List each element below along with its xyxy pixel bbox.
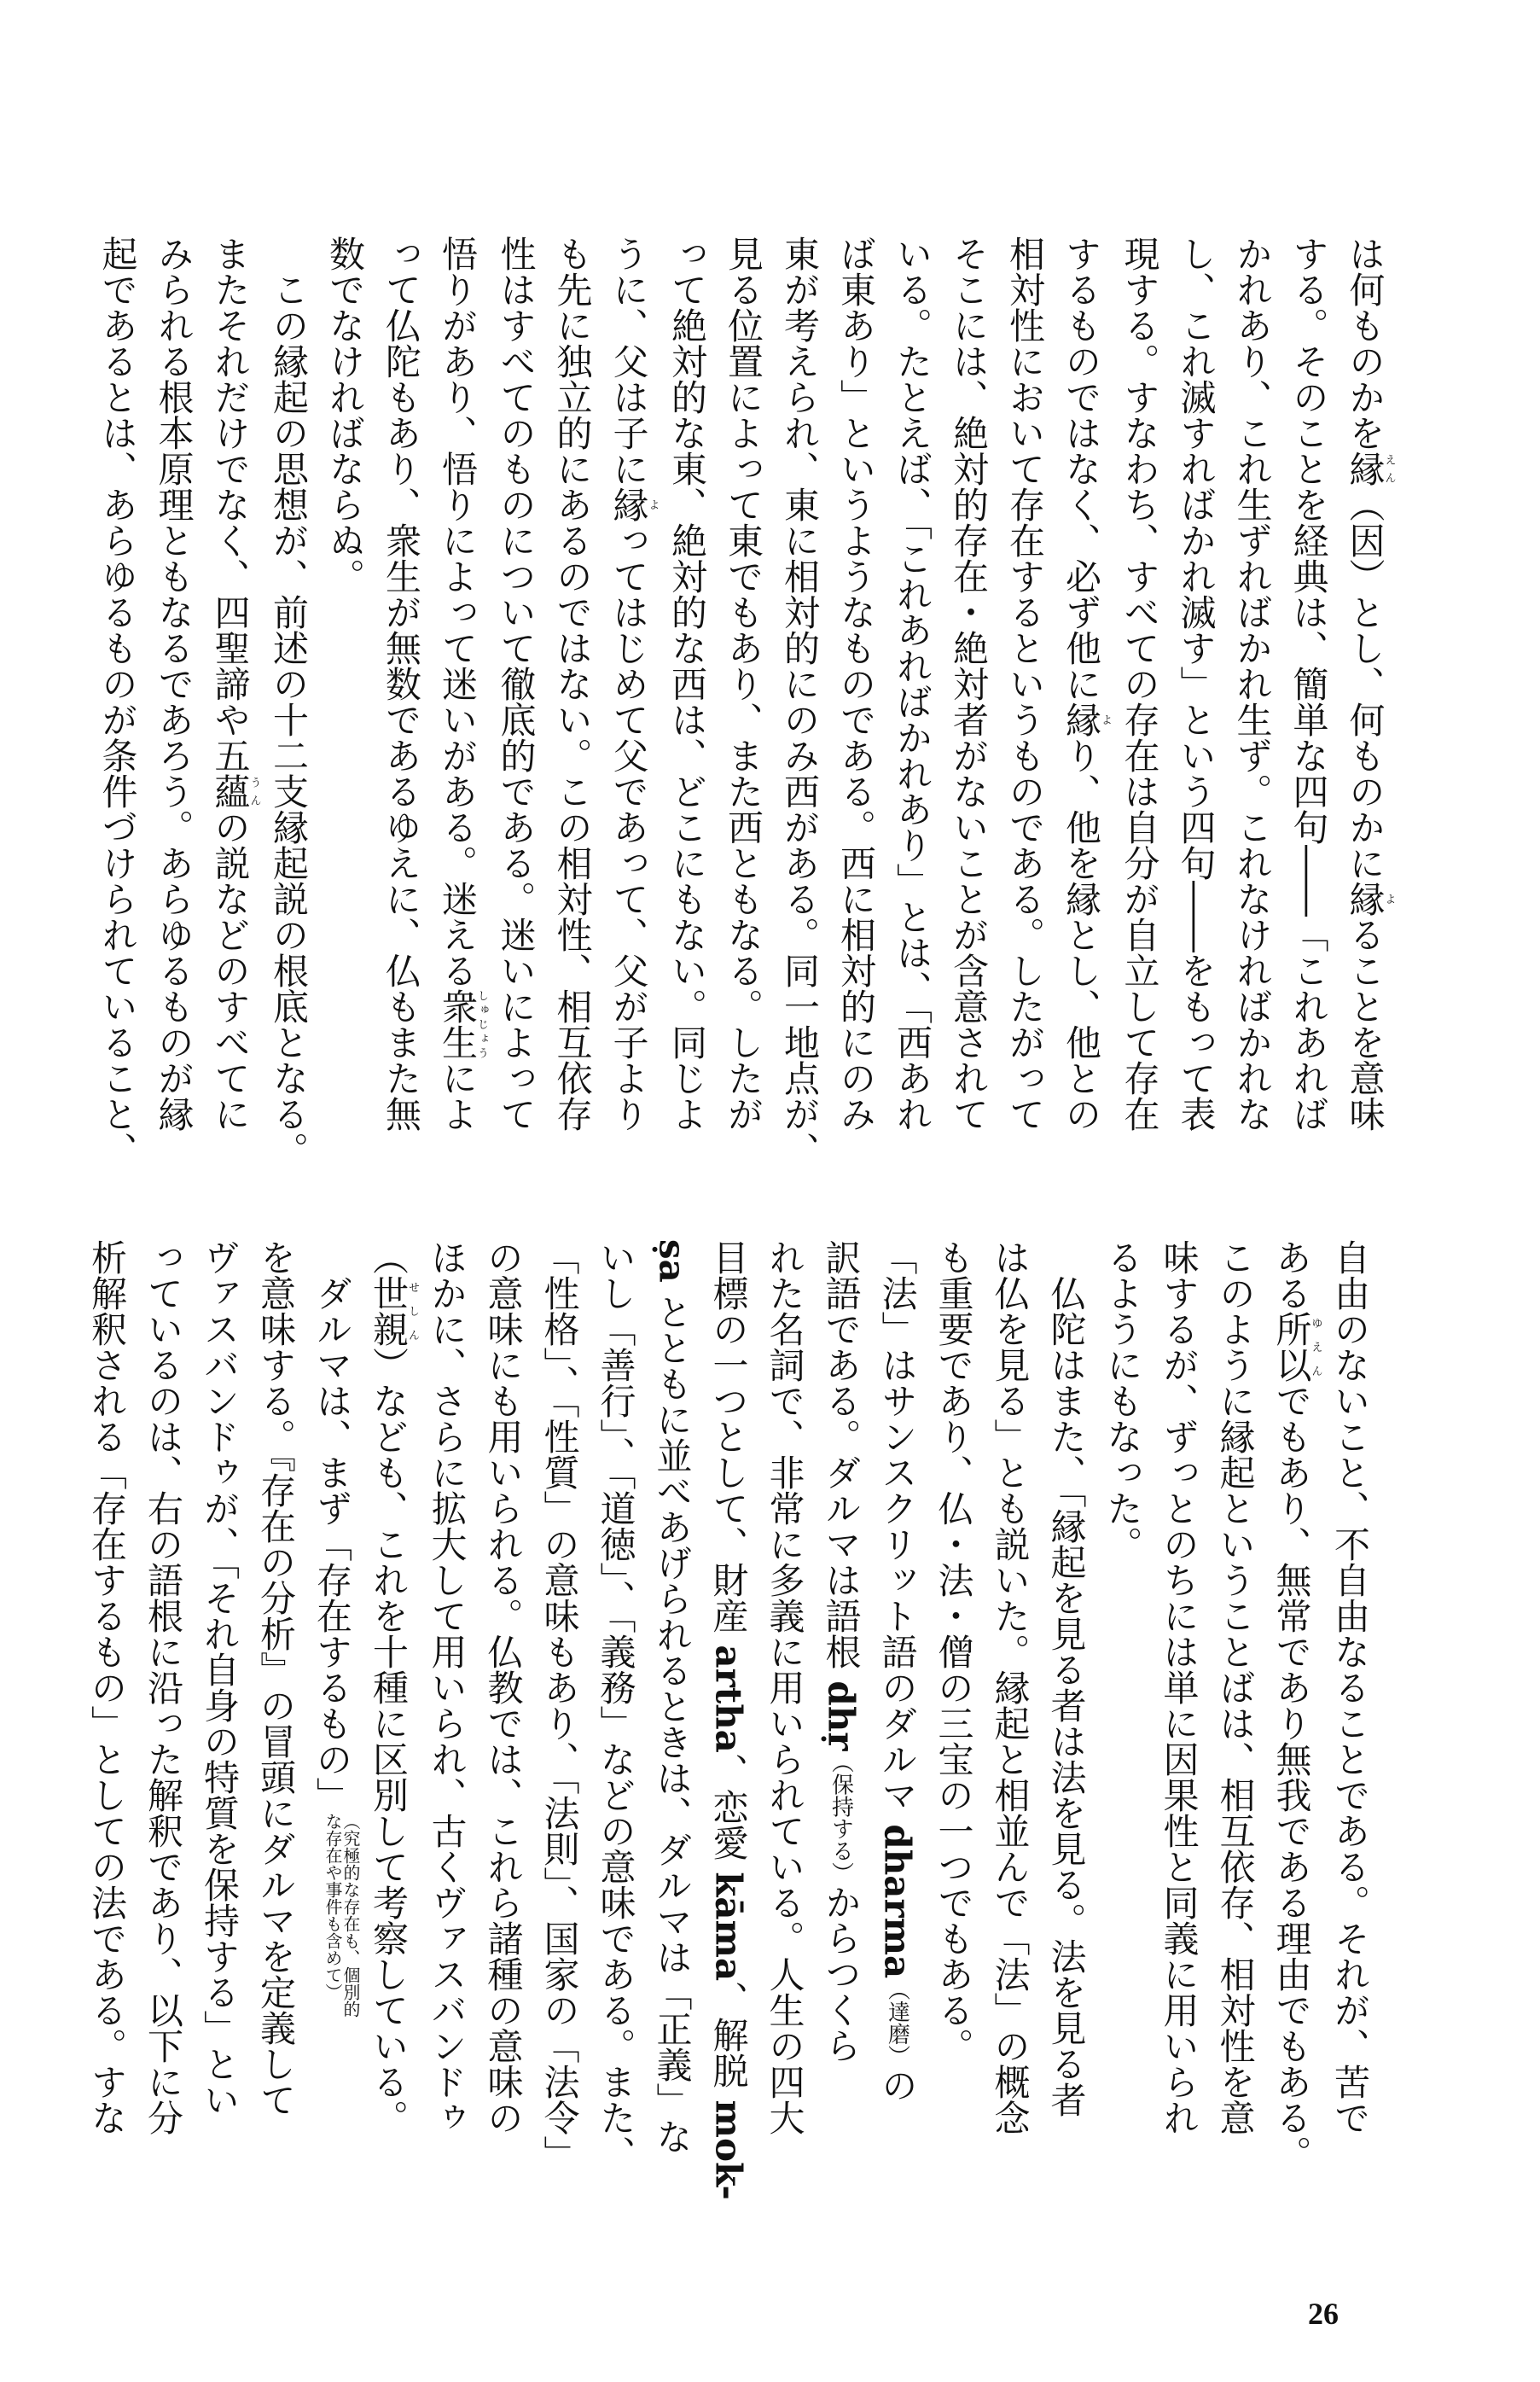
text-run: 仏陀はまた、「縁起を見る者は法を見る。法を見る者 (1045, 1239, 1088, 2117)
text-run: この縁起の思想が、前述の十二支縁起説の根底となる。 (268, 236, 310, 1168)
text-run: 、恋愛 (707, 1752, 750, 1872)
text-run: とともに並べあげられるときは、ダルマは「正義」な (651, 1282, 694, 2155)
text-run: いし「善行」、「道徳」、「義務」などの意味である。また、 (595, 1239, 637, 2171)
text-run: 、解脱 (707, 1981, 750, 2100)
text-run: も先に独立的にあるのではない。この相対性、相互依存 (551, 236, 594, 1132)
ruby-base: 衆生 (437, 988, 479, 1060)
gloss-note: （達磨） (884, 1978, 910, 2068)
text-column (884, 236, 940, 1226)
ruby-base: 縁 (1344, 881, 1386, 917)
text-column (940, 236, 997, 1226)
text-column (1151, 1239, 1207, 2263)
text-column (146, 236, 202, 1226)
text-column (90, 236, 146, 1226)
text-column (360, 1239, 419, 2263)
text-column (532, 1239, 588, 2263)
text-run: 析解釈される「存在するもの」としての法である。すな (86, 1239, 128, 2135)
text-column (1224, 236, 1281, 1226)
text-column (700, 1239, 757, 2263)
text-column (429, 236, 488, 1226)
text-run: ）なども、これを十種に区別して考察している。 (368, 1347, 410, 2135)
text-column (982, 1239, 1038, 2263)
ruby-reading: うん (247, 773, 261, 809)
ruby-reading: よ (1099, 702, 1112, 737)
text-run: （ (368, 1239, 410, 1275)
text-column (317, 236, 373, 1226)
text-run: でもあり、無常であり無我である理由でもある。 (1270, 1383, 1313, 2171)
ruby-base: 蘊 (209, 773, 252, 809)
text-column (659, 236, 715, 1226)
text-column (78, 1239, 135, 2263)
text-column (1038, 1239, 1095, 2263)
text-run: によ (437, 1060, 479, 1132)
ruby-reading: よ (646, 486, 660, 522)
text-run: する。そのことを経典は、簡単な四句――「これあれば (1287, 236, 1330, 1132)
text-column (926, 1239, 982, 2263)
text-run: 相対性において存在するというものである。したがって (1004, 236, 1046, 1132)
text-column (1053, 236, 1112, 1226)
text-run: って絶対的な東、絶対的な西は、どこにもない。同じよ (666, 236, 708, 1132)
text-run: 自由のないこと、不自由なることである。それが、苦で (1329, 1239, 1371, 2135)
text-column (191, 1239, 247, 2263)
text-run: し、これ滅すればかれ滅す」という四句――をもって表 (1175, 236, 1217, 1132)
text-column (997, 236, 1053, 1226)
text-column (1264, 1239, 1322, 2263)
latin-term: dharma (876, 1824, 919, 1979)
text-column (304, 1239, 360, 2263)
text-run: いる。たとえば、「これあればかれあり」とは、「西あれ (892, 236, 933, 1132)
inline-note-line: （究極的な存在も、個別的 (340, 1813, 361, 2018)
page-number: 26 (1308, 2297, 1339, 2331)
ruby-base: 縁 (607, 486, 650, 522)
text-run: 現する。すなわち、すべての存在は自分が自立して存在 (1119, 236, 1161, 1132)
ruby-word (1061, 702, 1112, 737)
text-run: するものではなく、必ず他に (1061, 236, 1102, 702)
text-column (135, 1239, 191, 2263)
text-column (1322, 1239, 1378, 2263)
ruby-reading: しゅじょう (475, 988, 488, 1060)
latin-term: dhṛ (820, 1680, 863, 1751)
text-run: ほかに、さらに拡大して用いられ、古くヴァスバンドゥ (426, 1239, 468, 2135)
ruby-word (368, 1275, 419, 1347)
ruby-reading: ゆえん (1309, 1311, 1322, 1383)
ruby-word (1270, 1311, 1322, 1383)
text-column (601, 236, 660, 1226)
text-column (1207, 1239, 1264, 2263)
text-column (1112, 236, 1168, 1226)
ruby-word (607, 486, 660, 522)
ruby-reading: せしん (406, 1275, 419, 1347)
inline-note-line: な存在や事件も含めて） (323, 1813, 343, 2001)
text-run: このように縁起ということばは、相互依存、相対性を意 (1214, 1239, 1257, 2135)
text-column (202, 236, 261, 1226)
text-column (757, 1239, 813, 2263)
text-run: っているのは、右の語根に沿った解釈であり、以下に分 (142, 1239, 184, 2135)
text-run: うに、父は子に (607, 236, 650, 486)
text-run: の (876, 2067, 919, 2104)
text-run: からつくら (820, 1884, 863, 2064)
text-run: の説などのすべてに (209, 809, 252, 1132)
text-column (475, 1239, 532, 2263)
inline-note (323, 1813, 359, 2018)
ruby-reading: えん (1382, 451, 1396, 486)
ruby-word (1344, 881, 1396, 917)
text-column (813, 1239, 869, 2263)
text-run: り、他を縁とし、他との (1061, 737, 1102, 1132)
text-column (715, 236, 771, 1226)
text-column (247, 1239, 304, 2263)
text-run: またそれだけでなく、四聖諦や五 (209, 236, 252, 773)
text-run: ば東あり」というようなものである。西に相対的にのみ (835, 236, 877, 1132)
latin-term: artha (707, 1645, 750, 1753)
text-run: 訳語である。ダルマは語根 (820, 1239, 863, 1681)
text-run: 悟りがあり、悟りによって迷いがある。迷える (437, 236, 479, 988)
text-run: 見る位置によって東でもあり、また西ともなる。したが (723, 236, 764, 1132)
text-column (1095, 1239, 1151, 2263)
ruby-reading: よ (1382, 881, 1396, 917)
text-run: そこには、絶対的存在・絶対者がないことが含意されて (948, 236, 990, 1132)
text-column (373, 236, 429, 1226)
upper-text-block (90, 236, 1395, 1226)
text-run: 味するが、ずっとのちには単に因果性と同義に用いられ (1158, 1239, 1200, 2135)
ruby-word (437, 988, 488, 1060)
text-column (771, 236, 828, 1226)
text-run: 「法」はサンスクリット語のダルマ (876, 1239, 919, 1825)
text-column (869, 1239, 926, 2263)
ruby-word (1344, 451, 1396, 486)
text-run: ダルマは、まず「存在するもの」 (311, 1239, 353, 1813)
lower-text-block (73, 1239, 1378, 2263)
text-column (488, 236, 544, 1226)
text-run: も重要であり、仏・法・僧の三宝の一つでもある。 (933, 1239, 975, 2064)
latin-term: ṣa (651, 1239, 694, 1283)
text-run: かれあり、これ生ずればかれ生ず。これなければかれな (1231, 236, 1274, 1132)
text-run: の意味にも用いられる。仏教では、これら諸種の意味の (482, 1239, 525, 2135)
ruby-base: 縁 (1061, 702, 1102, 737)
ruby-word (209, 773, 261, 809)
text-run: 東が考えられ、東に相対的にのみ西がある。同一地点が、 (779, 236, 821, 1168)
text-column (419, 1239, 475, 2263)
ruby-base: 所以 (1270, 1311, 1313, 1383)
latin-term: kāma (707, 1872, 750, 1982)
text-column (1337, 236, 1396, 1226)
text-run: は仏を見る」とも説いた。縁起と相並んで「法」の概念 (989, 1239, 1032, 2135)
text-run: は何ものかを (1344, 236, 1386, 451)
text-column (828, 236, 884, 1226)
text-run: 起であるとは、あらゆるものが条件づけられていること、 (96, 236, 139, 1168)
text-run: 目標の一つとして、財産 (707, 1239, 750, 1645)
text-run: って仏陀もあり、衆生が無数であるゆえに、仏もまた無 (381, 236, 422, 1132)
text-run: るようにもなった。 (1101, 1239, 1144, 1562)
text-run: ってはじめて父であって、父が子より (607, 522, 650, 1132)
text-run: みられる根本原理ともなるであろう。あらゆるものが縁 (153, 236, 195, 1132)
text-column (1281, 236, 1337, 1226)
text-column (544, 236, 601, 1226)
text-column (260, 236, 317, 1226)
text-run: ることを意味 (1344, 917, 1386, 1132)
ruby-base: 縁 (1344, 451, 1386, 486)
latin-term: mok- (707, 2100, 750, 2200)
text-column (588, 1239, 644, 2263)
text-run: れた名詞で、非常に多義に用いられている。人生の四大 (764, 1239, 806, 2135)
text-run: 性はすべてのものについて徹底的である。迷いによって (495, 236, 538, 1132)
ruby-base: 世親 (368, 1275, 410, 1347)
text-run: ヴァスバンドゥが、「それ自身の特質を保持する」とい (199, 1239, 241, 2117)
text-column (644, 1239, 700, 2263)
text-run: を意味する。『存在の分析』の冒頭にダルマを定義して (255, 1239, 297, 2117)
text-run: ある (1270, 1239, 1313, 1311)
gloss-note: （保持する） (828, 1750, 854, 1884)
text-run: 数でなければならぬ。 (324, 236, 366, 594)
text-column (1168, 236, 1224, 1226)
text-run: 「性格」、「性質」の意味もあり、「法則」、国家の「法令」 (538, 1239, 581, 2171)
text-run: （因）とし、何ものかに (1344, 486, 1386, 881)
